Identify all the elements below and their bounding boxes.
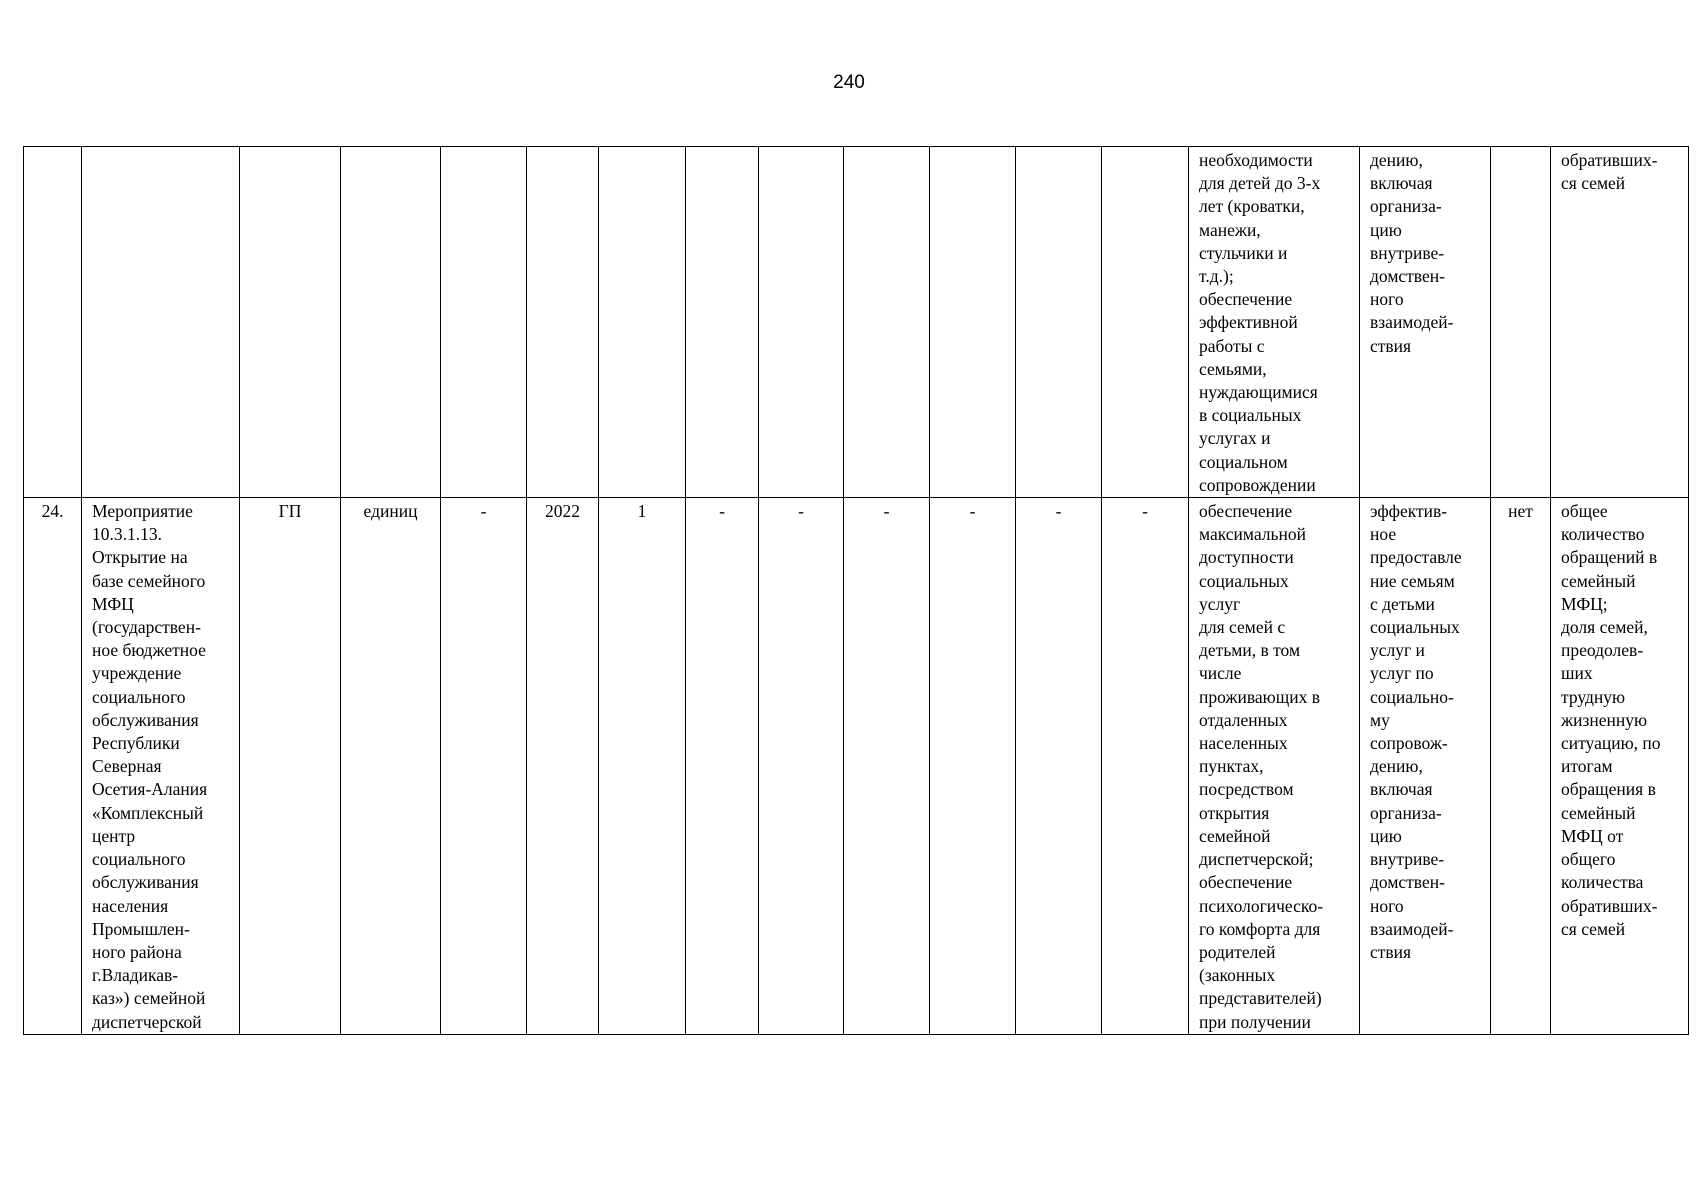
cell-value-7	[1102, 147, 1189, 498]
cell-result	[1360, 498, 1491, 1035]
cell-year: 2022	[527, 498, 599, 1035]
cell-value-5	[930, 147, 1016, 498]
cell-value-2	[686, 147, 759, 498]
cell-value-2: -	[686, 498, 759, 1035]
cell-indicator-text: обративших- ся семей	[1561, 150, 1658, 194]
cell-value-3	[759, 147, 844, 498]
cell-name-text: Мероприятие 10.3.1.13. Открытие на базе семейного МФЦ (государствен- ное бюджетное учреждение социального обслуживания Республики Северная Осетия-Алания «Комплексный центр социального обслуживания населения Промышлен- ного района г.Владикав- каз») семейной диспетчерской	[92, 501, 208, 1032]
cell-indicator-text: общее количество обращений в семейный МФЦ; доля семей, преодолев- ших трудную жизненную ситуацию, по итогам обращения в семейный МФЦ от общего количества обративших- ся семей	[1561, 501, 1661, 939]
page-number: 240	[833, 72, 865, 93]
cell-risk	[1491, 147, 1551, 498]
cell-value-4	[844, 147, 930, 498]
cell-year	[527, 147, 599, 498]
cell-indicator	[1551, 498, 1689, 1035]
cell-value-5: -	[930, 498, 1016, 1035]
cell-result-text: дению, включая организа- цию внутриве- домствен- ного взаимодей- ствия	[1370, 150, 1454, 356]
cell-tasks	[1189, 498, 1360, 1035]
cell-value-1	[599, 147, 686, 498]
cell-executor: ГП	[240, 498, 341, 1035]
cell-num: 24.	[24, 498, 82, 1035]
cell-tasks-text: необходимости для детей до 3-х лет (кроватки, манежи, стульчики и т.д.); обеспечение эффективной работы с семьями, нуждающимися в социальных услугах и социальном сопровождении	[1199, 150, 1321, 495]
cell-result-text: эффектив- ное предоставле ние семьям с детьми социальных услуг и услуг по социально- му сопровож- дению, включая организа- цию внутриве- домствен- ного взаимодей- ствия	[1370, 501, 1462, 962]
table-row	[24, 498, 1689, 1035]
cell-name	[82, 498, 240, 1035]
cell-value-1: 1	[599, 498, 686, 1035]
table-row	[24, 147, 1689, 498]
cell-unit	[341, 147, 441, 498]
cell-base-value	[441, 147, 527, 498]
cell-tasks-text: обеспечение максимальной доступности социальных услуг для семей с детьми, в том числе проживающих в отдаленных населенных пунктах, посредством открытия семейной диспетчерской; обеспечение психологическо- го комфорта для родителей (законных представителей) при получении	[1199, 501, 1324, 1032]
document-table	[23, 146, 1689, 1035]
cell-result	[1360, 147, 1491, 498]
cell-value-3: -	[759, 498, 844, 1035]
cell-tasks	[1189, 147, 1360, 498]
cell-indicator	[1551, 147, 1689, 498]
cell-value-7: -	[1102, 498, 1189, 1035]
cell-risk: нет	[1491, 498, 1551, 1035]
cell-value-6: -	[1016, 498, 1102, 1035]
cell-value-4: -	[844, 498, 930, 1035]
cell-name	[82, 147, 240, 498]
cell-base-value: -	[441, 498, 527, 1035]
cell-executor	[240, 147, 341, 498]
cell-unit: единиц	[341, 498, 441, 1035]
cell-value-6	[1016, 147, 1102, 498]
cell-num	[24, 147, 82, 498]
